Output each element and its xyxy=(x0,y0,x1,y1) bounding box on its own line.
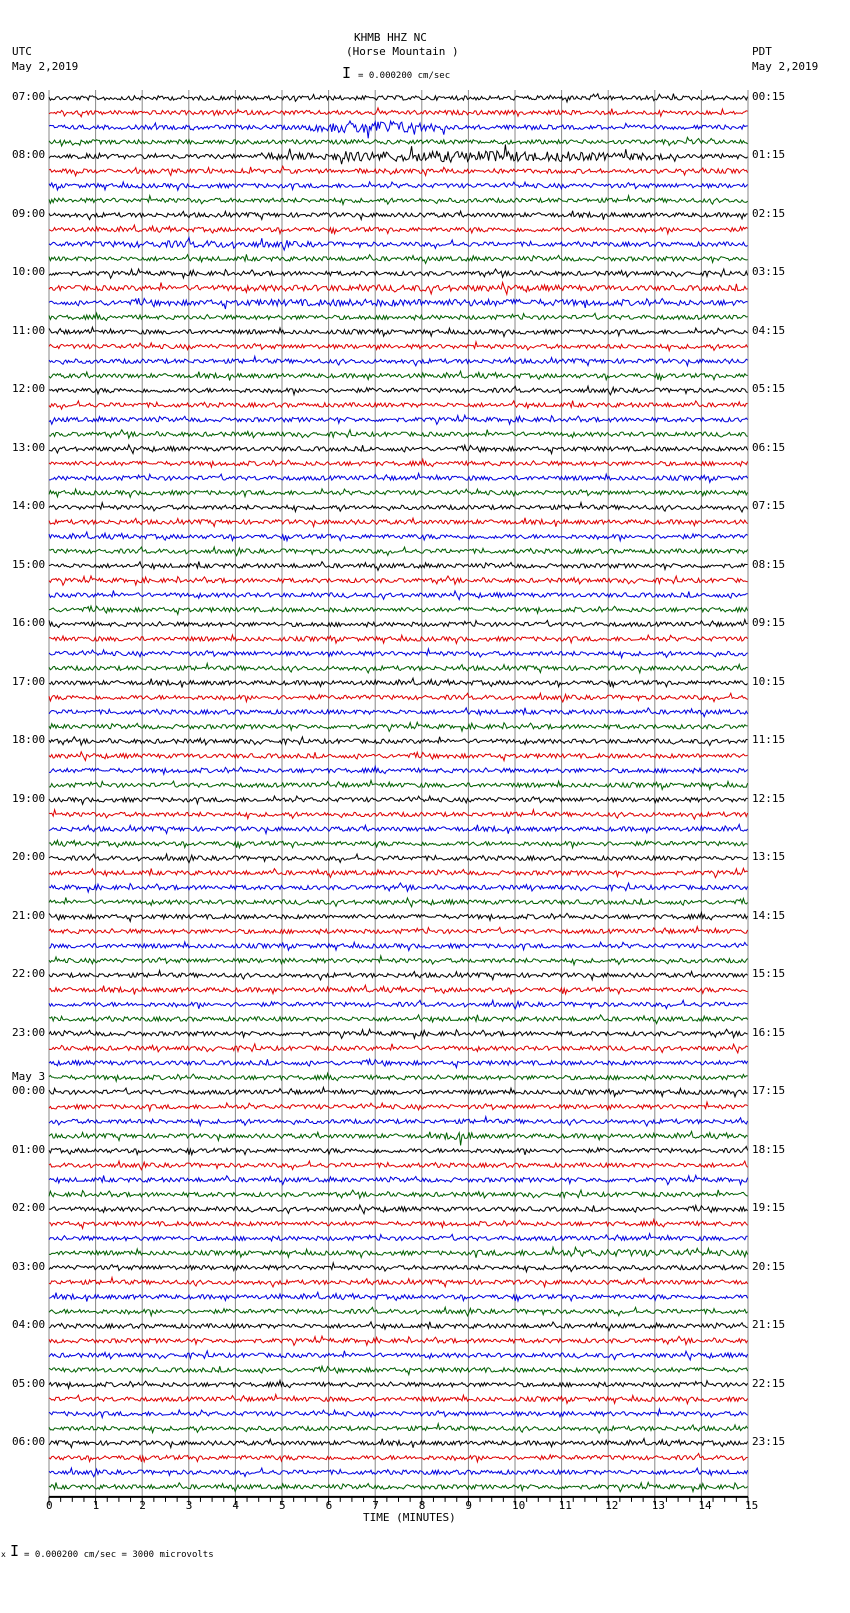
seismic-trace xyxy=(49,562,748,571)
seismic-trace xyxy=(49,898,748,907)
scale-label: = 0.000200 cm/sec xyxy=(358,71,451,81)
seismic-trace xyxy=(49,868,748,877)
utc-hour-label: 11:00 xyxy=(12,323,46,337)
pdt-hour-label: 17:15 xyxy=(752,1084,786,1098)
pdt-hour-label: 06:15 xyxy=(752,440,786,454)
seismic-trace xyxy=(49,737,748,746)
seismic-trace xyxy=(49,1131,748,1145)
x-tick-label: 1 xyxy=(92,1499,100,1512)
seismic-trace xyxy=(49,371,748,380)
seismic-trace xyxy=(49,1247,748,1257)
seismic-trace xyxy=(49,238,748,250)
pdt-hour-label: 12:15 xyxy=(752,791,786,805)
seismic-trace xyxy=(49,166,748,176)
seismic-trace xyxy=(49,1424,748,1433)
utc-hour-label: 01:00 xyxy=(12,1142,46,1156)
utc-hour-label: 08:00 xyxy=(12,148,46,162)
seismic-trace xyxy=(49,1292,748,1301)
seismic-trace xyxy=(49,518,748,527)
pdt-hour-label: 02:15 xyxy=(752,206,786,220)
x-tick-label: 11 xyxy=(558,1499,572,1512)
utc-hour-label: 17:00 xyxy=(12,674,46,688)
seismic-trace xyxy=(49,1000,748,1009)
seismic-trace xyxy=(49,182,748,190)
station-title: KHMB HHZ NC xyxy=(354,31,427,44)
utc-hour-label: 00:00 xyxy=(12,1084,46,1098)
seismic-trace xyxy=(49,1029,748,1038)
pdt-hour-label: 13:15 xyxy=(752,850,786,864)
seismic-trace xyxy=(49,985,748,994)
utc-hour-label: 07:00 xyxy=(12,90,46,103)
seismic-trace xyxy=(49,956,748,965)
utc-hour-label: 14:00 xyxy=(12,499,46,513)
seismic-trace xyxy=(49,722,748,731)
pdt-hour-label: 08:15 xyxy=(752,557,786,571)
pdt-hour-label: 03:15 xyxy=(752,265,786,279)
pdt-hour-label: 01:15 xyxy=(752,148,786,162)
pdt-hour-label: 21:15 xyxy=(752,1318,786,1332)
pdt-hour-label: 11:15 xyxy=(752,733,786,747)
seismic-trace xyxy=(49,576,748,585)
seismic-trace xyxy=(49,473,748,482)
x-tick-label: 13 xyxy=(651,1499,666,1512)
seismic-trace xyxy=(49,1087,748,1096)
utc-hour-label: 18:00 xyxy=(12,733,46,747)
seismic-trace xyxy=(49,810,748,819)
pdt-hour-label: 18:15 xyxy=(752,1142,786,1156)
x-tick-label: 14 xyxy=(698,1499,712,1512)
x-tick-label: 3 xyxy=(185,1499,193,1512)
seismic-trace xyxy=(49,1482,748,1491)
seismic-trace xyxy=(49,1454,748,1462)
seismic-trace xyxy=(49,606,748,614)
seismic-trace xyxy=(49,854,748,863)
seismic-trace xyxy=(49,1044,748,1053)
x-tick-label: 12 xyxy=(605,1499,619,1512)
seismic-trace xyxy=(49,796,748,804)
seismic-trace xyxy=(49,430,748,439)
footer-scale-bar-icon: I xyxy=(10,1542,20,1560)
seismic-trace xyxy=(49,1059,748,1067)
seismic-trace xyxy=(49,298,748,309)
seismic-trace xyxy=(49,664,748,673)
utc-hour-label: 22:00 xyxy=(12,967,46,981)
x-tick-label: 6 xyxy=(325,1499,333,1512)
seismic-trace xyxy=(49,445,748,454)
seismic-trace xyxy=(49,1322,748,1331)
seismic-trace xyxy=(49,401,748,410)
seismic-trace xyxy=(49,121,748,138)
utc-hour-label: 21:00 xyxy=(12,908,46,922)
seismic-trace xyxy=(49,94,748,102)
pdt-hour-label: 04:15 xyxy=(752,323,786,337)
x-tick-label: 4 xyxy=(232,1499,240,1512)
seismic-trace xyxy=(49,313,748,320)
seismic-trace xyxy=(49,269,748,278)
seismic-trace xyxy=(49,635,748,644)
seismic-trace xyxy=(49,225,748,234)
pdt-hour-label: 22:15 xyxy=(752,1376,786,1390)
utc-hour-label: 04:00 xyxy=(12,1318,46,1332)
seismic-trace xyxy=(49,459,748,467)
seismic-trace xyxy=(49,547,748,556)
left-timezone: UTC xyxy=(12,45,32,58)
seismic-trace xyxy=(49,1439,748,1448)
seismic-trace xyxy=(49,649,748,658)
seismic-trace xyxy=(49,824,748,833)
utc-hour-label: 10:00 xyxy=(12,265,46,279)
seismic-trace xyxy=(49,283,748,295)
utc-hour-label: 23:00 xyxy=(12,1025,46,1039)
seismic-trace xyxy=(49,752,748,761)
seismic-trace xyxy=(49,620,748,628)
seismic-trace xyxy=(49,1234,748,1241)
seismic-trace xyxy=(49,693,748,702)
pdt-hour-label: 15:15 xyxy=(752,967,786,981)
seismic-trace xyxy=(49,1147,748,1155)
pdt-hour-label: 07:15 xyxy=(752,499,786,513)
seismic-trace xyxy=(49,913,748,922)
seismic-trace xyxy=(49,1205,748,1214)
pdt-hour-label: 20:15 xyxy=(752,1259,786,1273)
date-change-label: May 3 xyxy=(12,1070,46,1084)
seismic-trace xyxy=(49,1307,748,1316)
seismic-trace xyxy=(49,144,748,164)
seismic-trace xyxy=(49,1381,748,1389)
utc-hour-label: 15:00 xyxy=(12,557,46,571)
seismic-trace xyxy=(49,1395,748,1404)
seismic-trace xyxy=(49,327,748,336)
seismic-trace xyxy=(49,503,748,512)
footer-mark: x xyxy=(1,1550,6,1559)
utc-hour-label: 19:00 xyxy=(12,791,46,805)
station-location: (Horse Mountain ) xyxy=(346,45,459,58)
seismic-trace xyxy=(49,591,748,600)
seismic-trace xyxy=(49,1102,748,1111)
seismic-trace xyxy=(49,708,748,717)
pdt-hour-label: 19:15 xyxy=(752,1201,786,1215)
seismic-trace xyxy=(49,1278,748,1287)
seismic-trace xyxy=(49,1336,748,1345)
seismic-trace xyxy=(49,342,748,351)
seismic-trace xyxy=(49,1409,748,1418)
pdt-hour-label: 00:15 xyxy=(752,90,786,103)
x-tick-label: 0 xyxy=(46,1499,53,1512)
seismic-trace xyxy=(49,415,748,424)
footer-scale-label: = 0.000200 cm/sec = 3000 microvolts xyxy=(24,1550,214,1560)
utc-hour-label: 12:00 xyxy=(12,382,46,396)
right-timezone: PDT xyxy=(752,45,772,58)
seismic-trace xyxy=(49,386,748,395)
seismic-trace xyxy=(49,1117,748,1126)
x-tick-label: 15 xyxy=(745,1499,759,1512)
utc-hour-label: 05:00 xyxy=(12,1376,46,1390)
pdt-hour-label: 09:15 xyxy=(752,616,786,630)
right-date: May 2,2019 xyxy=(752,60,819,73)
seismic-trace xyxy=(49,678,748,687)
scale-bar-icon: I xyxy=(342,64,352,82)
seismic-trace xyxy=(49,1175,748,1184)
utc-hour-label: 09:00 xyxy=(12,206,46,220)
x-tick-label: 2 xyxy=(139,1499,146,1512)
pdt-hour-label: 16:15 xyxy=(752,1025,786,1039)
utc-hour-label: 20:00 xyxy=(12,850,46,864)
seismic-trace xyxy=(49,780,748,789)
seismic-trace xyxy=(49,196,748,205)
seismic-trace xyxy=(49,883,748,892)
seismic-trace xyxy=(49,840,748,848)
seismic-trace xyxy=(49,489,748,497)
utc-hour-label: 13:00 xyxy=(12,440,46,454)
seismic-trace xyxy=(49,1351,748,1360)
x-tick-label: 5 xyxy=(279,1499,286,1512)
pdt-hour-label: 05:15 xyxy=(752,382,786,396)
pdt-hour-label: 23:15 xyxy=(752,1435,786,1449)
seismic-trace xyxy=(49,108,748,117)
seismic-trace xyxy=(49,942,748,951)
seismic-trace xyxy=(49,254,748,263)
pdt-hour-label: 14:15 xyxy=(752,908,786,922)
utc-hour-label: 06:00 xyxy=(12,1435,46,1449)
seismic-trace xyxy=(49,1220,748,1229)
seismic-trace xyxy=(49,927,748,934)
seismic-trace xyxy=(49,971,748,980)
seismic-trace xyxy=(49,1263,748,1272)
seismic-trace xyxy=(49,1468,748,1477)
x-tick-label: 9 xyxy=(465,1499,473,1512)
seismic-trace xyxy=(49,532,748,541)
seismic-trace xyxy=(49,1073,748,1081)
utc-hour-label: 02:00 xyxy=(12,1201,46,1215)
seismic-trace xyxy=(49,1366,748,1374)
seismic-trace xyxy=(49,137,748,146)
pdt-hour-label: 10:15 xyxy=(752,674,786,688)
seismic-trace xyxy=(49,1015,748,1024)
seismic-trace xyxy=(49,1161,748,1170)
left-date: May 2,2019 xyxy=(12,60,79,73)
seismic-trace xyxy=(49,356,748,365)
seismic-trace xyxy=(49,766,748,774)
x-tick-label: 10 xyxy=(512,1499,526,1512)
seismic-trace xyxy=(49,1190,748,1198)
utc-hour-label: 16:00 xyxy=(12,616,46,630)
seismic-trace xyxy=(49,211,748,220)
x-tick-label: 7 xyxy=(372,1499,379,1512)
x-axis-label: TIME (MINUTES) xyxy=(363,1511,456,1524)
x-tick-label: 8 xyxy=(418,1499,426,1512)
utc-hour-label: 03:00 xyxy=(12,1259,46,1273)
